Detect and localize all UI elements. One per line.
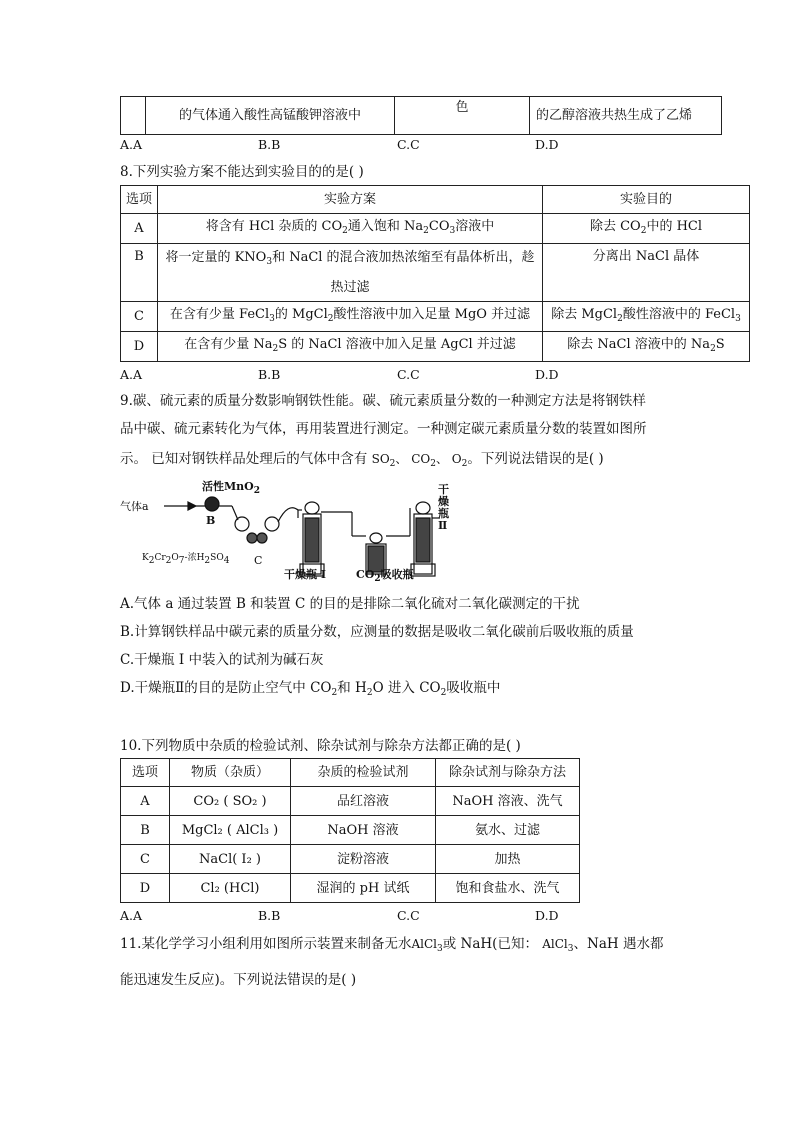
q8-key: B bbox=[121, 244, 158, 302]
q8-goal: 除去 MgCl$_2$酸性溶液中的 FeCl$_3$ bbox=[543, 302, 750, 332]
q8-key: D bbox=[121, 332, 158, 362]
option-a: A.A bbox=[120, 367, 143, 382]
top-cell-1: 的气体通入酸性高锰酸钾溶液中 bbox=[146, 97, 395, 135]
q9-option-b: B.计算钢铁样品中碳元素的质量分数，应测量的数据是吸收二氧化碳前后吸收瓶的质量 bbox=[120, 624, 634, 640]
q11-line-1: 11.某化学学习小组利用如图所示装置来制备无水AlCl$_3$或 NaH(已知： AlCl$_3$、NaH 遇水都 bbox=[120, 936, 664, 954]
option-c: C.C bbox=[397, 137, 420, 152]
apparatus-diagram bbox=[120, 478, 450, 582]
q10-key: D bbox=[121, 874, 170, 903]
q8-table bbox=[120, 185, 750, 362]
label-dryer-1: 干燥瓶 I bbox=[284, 568, 326, 581]
label-b: B bbox=[206, 514, 216, 527]
q10-remove: 加热 bbox=[436, 845, 580, 874]
q10-header: 物质（杂质） bbox=[170, 759, 291, 787]
option-a: A.A bbox=[120, 908, 143, 923]
q10-remove: NaOH 溶液、洗气 bbox=[436, 787, 580, 816]
option-c: C.C bbox=[397, 367, 420, 382]
q8-goal: 除去 NaCl 溶液中的 $Na_2S$ bbox=[543, 332, 750, 362]
option-d: D.D bbox=[535, 137, 559, 152]
q8-header: 实验方案 bbox=[158, 186, 543, 214]
top-cell-empty bbox=[121, 97, 146, 135]
q8-goal: 分离出 NaCl 晶体 bbox=[543, 244, 750, 302]
q10-material: CO₂ ( SO₂ ) bbox=[170, 787, 291, 816]
q10-test: 湿润的 pH 试纸 bbox=[291, 874, 436, 903]
option-c: C.C bbox=[397, 908, 420, 923]
q9-option-d: D.干燥瓶Ⅱ的目的是防止空气中 $CO_2$和 $H_2O$ 进入 $CO_2$吸收瓶中 bbox=[120, 680, 501, 698]
label-mno2: 活性MnO$_2$ bbox=[202, 480, 261, 496]
q9-line-3: 示。 已知对钢铁样品处理后的气体中含有 $SO_2$、 $CO_2$、 $O_2$。下列说法错误的是( ) bbox=[120, 451, 604, 469]
option-d: D.D bbox=[535, 908, 559, 923]
q11-line-2: 能迅速发生反应)。下列说法错误的是( ) bbox=[120, 972, 357, 988]
q10-header: 除杂试剂与除杂方法 bbox=[436, 759, 580, 787]
q10-key: A bbox=[121, 787, 170, 816]
q9-option-c: C.干燥瓶 I 中装入的试剂为碱石灰 bbox=[120, 652, 324, 668]
q10-remove: 饱和食盐水、洗气 bbox=[436, 874, 580, 903]
label-k2cr2o7: $K_2Cr_2O_7-$浓$H_2SO_4$ bbox=[142, 553, 230, 566]
label-co2-bottle: $CO_2$吸收瓶 bbox=[356, 568, 414, 584]
q8-plan: 将含有 HCl 杂质的 $CO_2$通入饱和 $Na_2CO_3$溶液中 bbox=[158, 214, 543, 244]
q10-header: 选项 bbox=[121, 759, 170, 787]
option-d: D.D bbox=[535, 367, 559, 382]
top-cell-3: 的乙醇溶液共热生成了乙烯 bbox=[530, 97, 722, 135]
option-b: B.B bbox=[258, 908, 281, 923]
q10-test: NaOH 溶液 bbox=[291, 816, 436, 845]
q9-line-2: 品中碳、硫元素转化为气体，再用装置进行测定。一种测定碳元素质量分数的装置如图所 bbox=[120, 421, 647, 437]
top-cell-2: 色 bbox=[395, 97, 530, 135]
q10-test: 淀粉溶液 bbox=[291, 845, 436, 874]
q9-line-1: 9.碳、硫元素的质量分数影响钢铁性能。碳、硫元素质量分数的一种测定方法是将钢铁样 bbox=[120, 393, 646, 409]
q8-plan: 在含有少量 FeCl$_3$的 MgCl$_2$酸性溶液中加入足量 MgO 并过滤 bbox=[158, 302, 543, 332]
q8-stem: 8.下列实验方案不能达到实验目的的是( ) bbox=[120, 164, 364, 180]
q8-plan: 将一定量的 $KNO_3$和 NaCl 的混合液加热浓缩至有晶体析出，趁 热过滤 bbox=[158, 244, 543, 302]
q10-key: B bbox=[121, 816, 170, 845]
q10-remove: 氨水、过滤 bbox=[436, 816, 580, 845]
q8-header: 选项 bbox=[121, 186, 158, 214]
top-table bbox=[120, 96, 722, 135]
q10-stem: 10.下列物质中杂质的检验试剂、除杂试剂与除杂方法都正确的是( ) bbox=[120, 738, 521, 754]
q8-header: 实验目的 bbox=[543, 186, 750, 214]
q8-key: A bbox=[121, 214, 158, 244]
q8-plan: 在含有少量 $Na_2S$ 的 NaCl 溶液中加入足量 AgCl 并过滤 bbox=[158, 332, 543, 362]
q9-option-a: A.气体 a 通过装置 B 和装置 C 的目的是排除二氧化硫对二氧化碳测定的干扰 bbox=[120, 596, 580, 612]
q10-material: MgCl₂ ( AlCl₃ ) bbox=[170, 816, 291, 845]
q8-goal: 除去 $CO_2$中的 HCl bbox=[543, 214, 750, 244]
q10-material: NaCl( I₂ ) bbox=[170, 845, 291, 874]
option-b: B.B bbox=[258, 137, 281, 152]
q10-material: Cl₂ (HCl) bbox=[170, 874, 291, 903]
option-b: B.B bbox=[258, 367, 281, 382]
q10-key: C bbox=[121, 845, 170, 874]
label-gas-a: 气体a bbox=[120, 500, 149, 513]
q10-table bbox=[120, 758, 580, 903]
label-dryer-2: 干燥瓶Ⅱ bbox=[438, 483, 449, 532]
q10-test: 品红溶液 bbox=[291, 787, 436, 816]
q10-header: 杂质的检验试剂 bbox=[291, 759, 436, 787]
label-c: C bbox=[254, 554, 263, 567]
q8-key: C bbox=[121, 302, 158, 332]
option-a: A.A bbox=[120, 137, 143, 152]
